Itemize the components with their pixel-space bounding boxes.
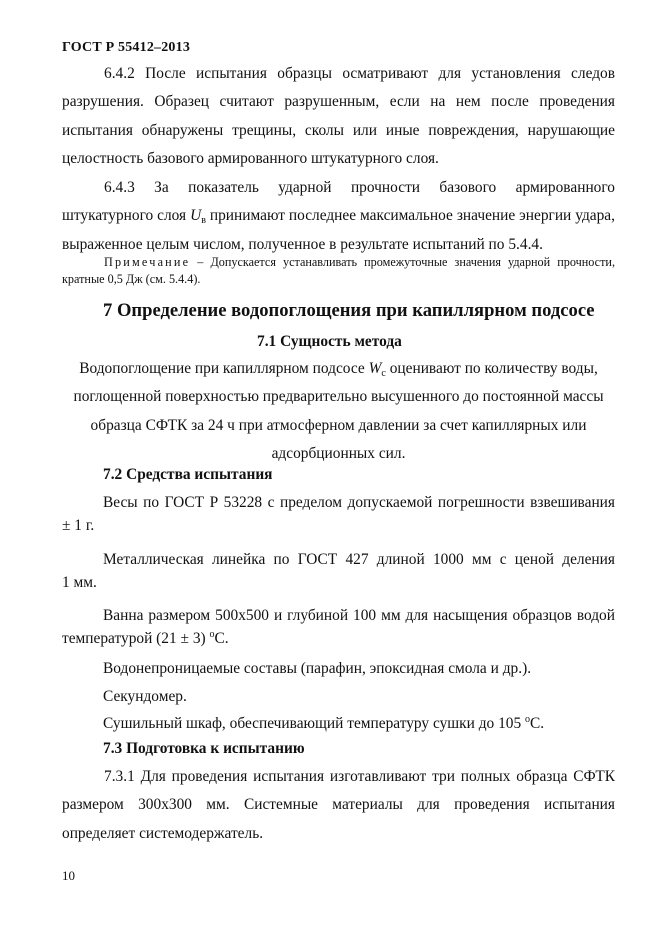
item-ruler-line1: Металлическая линейка по ГОСТ 427 длиной 1000 мм с ценой деления xyxy=(103,551,615,568)
item-stopwatch: Секундомер. xyxy=(103,688,187,705)
standard-header: ГОСТ Р 55412–2013 xyxy=(62,40,191,55)
note xyxy=(62,254,615,288)
item-scales-line1: Весы по ГОСТ Р 53228 с пределом допускаемой погрешности взвешивания xyxy=(103,494,615,511)
symbol-w: W xyxy=(368,360,382,377)
note-text: – Допускается устанавливать промежуточные значения ударной прочности, кратные 0,5 Дж (см. 5.4.4). xyxy=(62,255,615,286)
paragraph-7-1-text-a: Водопоглощение при капиллярном подсосе xyxy=(79,360,369,377)
page-number: 10 xyxy=(62,868,75,883)
item-bath-line2 xyxy=(62,630,229,648)
symbol-u: U xyxy=(190,207,202,225)
paragraph-6-4-3-text-a: 6.4.3 За показатель ударной прочности базового армированного штукатурного слоя xyxy=(62,179,615,225)
symbol-w-subscript: с xyxy=(381,368,386,379)
section-7-1-title: 7.1 Сущность метода xyxy=(257,333,402,350)
item-bath-line2-text-a: температурой (21 ± 3) xyxy=(62,630,210,647)
note-label: Примечание xyxy=(104,255,191,269)
item-oven-text-b: С. xyxy=(530,715,545,732)
item-compounds: Водонепроницаемые составы (парафин, эпоксидная смола и др.). xyxy=(103,660,532,677)
paragraph-7-3-1: 7.3.1 Для проведения испытания изготавливают три полных образца СФТК размером 300х300 мм. Системные материалы для проведения испытания определяет системодержатель. xyxy=(62,768,615,842)
item-scales-line2: ± 1 г. xyxy=(62,517,95,534)
paragraph-7-1 xyxy=(62,355,615,469)
section-7-title: 7 Определение водопоглощения при капиллярном подсосе xyxy=(103,300,595,321)
paragraph-7-1-text-b: оценивают по количеству воды, поглощенной поверхностью предварительно высушенного до постоянной массы образца СФТК за 24 ч при атмосферном давлении за счет капиллярных или адсорбционных сил. xyxy=(73,360,604,463)
section-7-3-title: 7.3 Подготовка к испытанию xyxy=(103,740,305,757)
degree-sup-1: о xyxy=(209,629,215,640)
item-oven-text-a: Сушильный шкаф, обеспечивающий температуру сушки до 105 xyxy=(103,715,526,732)
symbol-u-subscript: в xyxy=(201,215,206,227)
paragraph-6-4-2: 6.4.2 После испытания образцы осматривают для установления следов разрушения. Образец считают разрушенным, если на нем после проведения испытания обнаружены трещины, сколы или иные повреждения, нарушающие целостность базового армированного штукатурного слоя. xyxy=(62,65,615,168)
degree-sup-2: о xyxy=(525,714,531,725)
item-bath-line1: Ванна размером 500х500 и глубиной 100 мм для насыщения образцов водой xyxy=(103,607,615,624)
paragraph-6-4-3-text-b: принимают последнее максимальное значение энергии удара, выраженное целым числом, полученное в результате испытаний по 5.4.4. xyxy=(62,207,615,253)
item-ruler-line2: 1 мм. xyxy=(62,574,97,591)
paragraph-6-4-3 xyxy=(62,174,615,259)
section-7-2-title: 7.2 Средства испытания xyxy=(103,466,273,483)
item-oven xyxy=(103,715,544,733)
item-bath-line2-text-b: С. xyxy=(214,630,229,647)
